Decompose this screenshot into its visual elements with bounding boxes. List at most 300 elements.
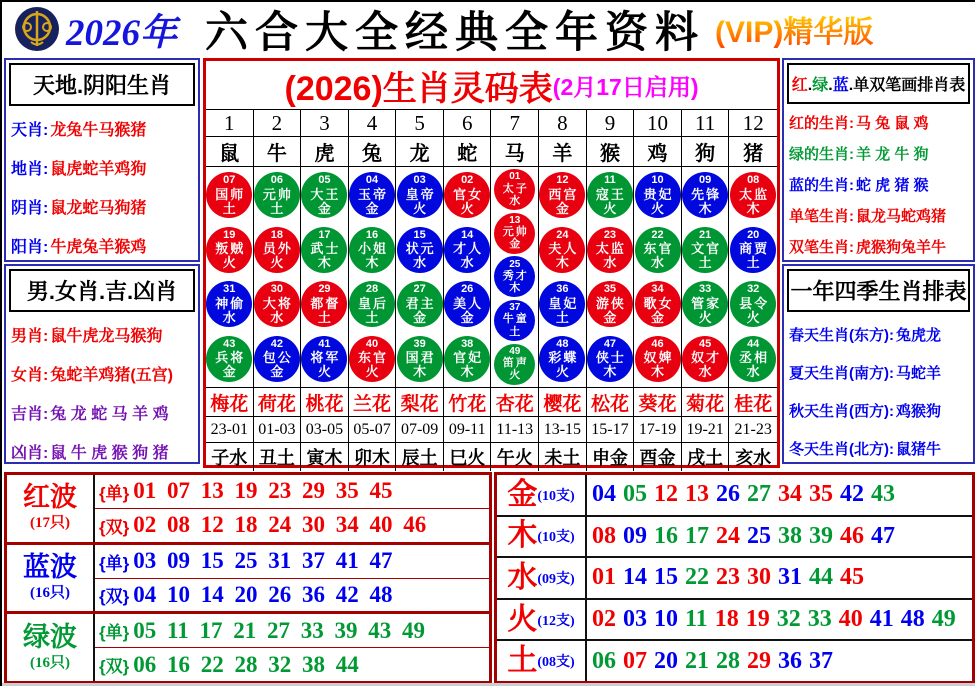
zodiac-name: 羊 (539, 137, 587, 166)
parity-label: {双} (99, 657, 130, 677)
element-numbers (587, 517, 972, 557)
attribute-value: 马蛇羊 (896, 364, 942, 382)
zodiac-ball (397, 227, 443, 273)
attribute-label: 红的生肖: (789, 115, 854, 132)
header (2, 2, 975, 56)
hour-range: 01-03 (254, 417, 302, 442)
vip-badge: (VIP)精华版 (715, 7, 873, 51)
ball-title: 员外 (262, 241, 293, 257)
element-number: 05 (623, 481, 647, 508)
ball-title: 彩蝶 (548, 350, 579, 366)
ball-title: 皇帝 (405, 186, 436, 202)
branch-element: 巳火 (444, 443, 492, 471)
element-number: 01 (592, 564, 616, 591)
hours-row (206, 416, 777, 442)
zodiac-ball (494, 169, 535, 210)
element-label (497, 641, 587, 681)
ball-title: 国师 (215, 186, 246, 202)
ball-number: 27 (413, 283, 426, 296)
element-number: 29 (747, 647, 771, 674)
element-name: 土 (507, 644, 538, 678)
ball-title: 太子 (502, 182, 529, 195)
ball-title: 包公 (262, 350, 293, 366)
ball-grid (206, 166, 777, 387)
attribute-row (6, 148, 198, 187)
ball-title: 贵妃 (643, 186, 674, 202)
element-number: 34 (778, 481, 802, 508)
ball-number: 45 (698, 337, 712, 350)
ball-number: 39 (413, 337, 426, 350)
table-title (206, 61, 777, 109)
attribute-row (784, 138, 973, 169)
ball-title: 东官 (358, 350, 389, 366)
element-number: 39 (809, 522, 833, 549)
branch-element: 申金 (587, 443, 635, 471)
attribute-label: 地肖: (11, 161, 49, 178)
zodiac-ball (397, 172, 443, 218)
ball-element: 木 (460, 364, 474, 380)
zodiac-ball (349, 227, 395, 273)
element-number: 28 (716, 647, 740, 674)
ball-title: 玉帝 (358, 186, 389, 202)
ball-title: 皇后 (358, 295, 389, 311)
ball-element: 木 (603, 364, 617, 380)
zodiac-ball (730, 227, 776, 273)
zodiac-ball (206, 172, 252, 218)
wave-odd-row (95, 545, 489, 579)
ball-element: 木 (698, 200, 712, 216)
zodiac-name: 龙 (396, 137, 444, 166)
element-label (497, 600, 587, 640)
ball-element: 金 (365, 200, 379, 216)
zodiac-ball (587, 336, 633, 382)
page-title: 六合大全经典全年资料 (205, 8, 705, 57)
wave-numbers-panel (4, 472, 492, 684)
ball-element: 土 (270, 200, 284, 216)
element-numbers (587, 475, 972, 515)
wave-name: 蓝波 (23, 552, 77, 582)
element-number: 02 (592, 606, 616, 633)
element-number: 38 (778, 522, 802, 549)
element-number: 09 (623, 522, 647, 549)
ball-element: 金 (413, 309, 427, 325)
wave-even-row (95, 509, 489, 542)
branch-element: 未土 (539, 443, 587, 471)
element-count: (09支) (537, 571, 575, 587)
ball-element: 木 (555, 255, 569, 271)
ball-title: 状元 (405, 241, 436, 257)
ball-title: 武士 (310, 241, 341, 257)
zodiac-row (206, 136, 777, 166)
ball-number: 07 (223, 174, 236, 187)
column-number: 9 (587, 110, 635, 136)
ball-element: 木 (651, 364, 665, 380)
zodiac-name: 狗 (682, 137, 730, 166)
flower-name: 杏花 (491, 388, 539, 416)
ball-column (682, 167, 730, 387)
flower-name: 梨花 (396, 388, 444, 416)
wave-numbers: 01 07 13 19 23 29 35 45 (133, 478, 393, 504)
attribute-label: 女肖: (11, 367, 49, 384)
hour-range: 13-15 (539, 417, 587, 442)
flower-name: 桂花 (734, 393, 773, 415)
zodiac-name: 牛 (254, 137, 302, 166)
wave-count: (16只) (30, 654, 70, 671)
column-number: 7 (491, 110, 539, 136)
wave-label (7, 475, 95, 542)
ball-element: 土 (698, 255, 712, 271)
attribute-row (784, 429, 973, 467)
ball-element: 金 (270, 364, 284, 380)
zodiac-ball (682, 172, 728, 218)
hour-range: 23-01 (206, 417, 254, 442)
ball-number: 10 (651, 174, 664, 187)
hour-range: 19-21 (682, 417, 730, 442)
ball-element: 木 (413, 364, 427, 380)
attribute-value: 兔虎龙 (896, 326, 942, 344)
element-number: 27 (747, 481, 771, 508)
ball-title: 牛童 (502, 313, 529, 326)
attribute-value: 鸡猴狗 (896, 402, 942, 420)
zodiac-ball (444, 336, 490, 382)
ball-element: 木 (317, 255, 331, 271)
ball-number: 25 (509, 258, 521, 270)
zodiac-name: 鼠 (206, 137, 254, 166)
ball-element: 火 (651, 200, 665, 216)
element-group (497, 475, 972, 517)
ball-number: 35 (603, 283, 617, 296)
ball-column (396, 167, 444, 387)
zodiac-ball (494, 256, 535, 297)
ball-element: 火 (460, 200, 474, 216)
ball-element: 土 (365, 309, 379, 325)
flowers-row (206, 387, 777, 416)
ball-number: 34 (651, 283, 664, 296)
zodiac-ball (682, 281, 728, 327)
element-group (497, 558, 972, 600)
ball-title: 国君 (405, 350, 436, 366)
ball-element: 土 (222, 200, 236, 216)
attribute-row (6, 187, 198, 226)
year-label: 2026年 (66, 13, 177, 54)
ball-title: 神偷 (215, 295, 246, 311)
ball-element: 金 (460, 309, 474, 325)
parity-label: {单} (99, 623, 130, 643)
ball-title: 文官 (691, 241, 722, 257)
male-female-luck-panel (4, 264, 200, 464)
zodiac-ball (444, 172, 490, 218)
panel-title (787, 63, 970, 104)
element-number: 30 (747, 564, 771, 591)
zodiac-ball (349, 281, 395, 327)
zodiac-ball (587, 281, 633, 327)
branch-element: 午火 (491, 443, 539, 471)
zodiac-ball (587, 172, 633, 218)
element-number: 14 (623, 564, 647, 591)
element-number: 48 (900, 606, 925, 633)
element-number: 19 (745, 606, 770, 633)
ball-element: 金 (651, 309, 665, 325)
panel-rows (784, 107, 973, 262)
attribute-row (784, 200, 973, 231)
attribute-label: 夏天生肖(南方): (789, 364, 894, 382)
column-number: 6 (444, 110, 492, 136)
zodiac-ball (349, 172, 395, 218)
element-number: 11 (685, 606, 708, 633)
zodiac-ball (301, 227, 347, 273)
wave-group (7, 545, 489, 615)
attribute-row (784, 169, 973, 200)
zodiac-ball (494, 344, 535, 385)
hour-range: 03-05 (301, 417, 349, 442)
branch-element: 亥水 (735, 448, 772, 468)
zodiac-ball (682, 227, 728, 273)
ball-title: 都督 (310, 295, 341, 311)
attribute-value: 羊 龙 牛 狗 (856, 146, 929, 163)
ball-element: 金 (509, 238, 521, 251)
ball-element: 水 (509, 194, 521, 207)
ball-column (254, 167, 302, 387)
ball-column (729, 167, 777, 387)
wave-numbers: 06 16 22 28 32 38 44 (133, 651, 359, 677)
element-number: 07 (623, 647, 647, 674)
ball-number: 28 (365, 283, 379, 296)
wave-odd-row (95, 475, 489, 509)
element-number: 42 (840, 481, 864, 508)
ball-title: 将军 (310, 350, 341, 366)
element-number: 22 (685, 564, 709, 591)
element-number: 43 (871, 481, 895, 508)
ball-title: 笛声 (502, 357, 529, 370)
ball-number: 42 (270, 337, 283, 350)
wave-even-row (95, 648, 489, 681)
hour-range: 17-19 (634, 417, 682, 442)
attribute-label: 阴肖: (11, 200, 49, 217)
attribute-label: 凶肖: (11, 445, 49, 462)
ball-element: 金 (603, 309, 617, 325)
element-number: 31 (778, 564, 802, 591)
wave-rows (95, 614, 489, 681)
ball-title: 县令 (739, 295, 770, 311)
zodiac-ball (349, 336, 395, 382)
branch-element: 酉金 (634, 443, 682, 471)
ball-element: 火 (603, 200, 617, 216)
parity-label: {双} (99, 587, 130, 607)
zodiac-ball (301, 172, 347, 218)
element-number: 47 (871, 522, 895, 549)
wave-name: 绿波 (23, 621, 77, 652)
zodiac-ball (254, 281, 300, 327)
attribute-value: 牛虎兔羊猴鸡 (50, 239, 147, 256)
ball-number: 47 (603, 337, 617, 350)
column-number: 1 (206, 110, 254, 136)
zodiac-ball (635, 336, 681, 382)
hour-range: 07-09 (396, 417, 444, 442)
element-number: 36 (778, 647, 802, 674)
element-number: 37 (809, 647, 833, 674)
zodiac-ball (301, 281, 347, 327)
element-number: 32 (776, 606, 801, 633)
element-number: 08 (592, 522, 616, 549)
wave-even-row (95, 579, 489, 612)
panel-rows (6, 315, 198, 471)
attribute-value: 兔 龙 蛇 马 羊 鸡 (50, 406, 169, 423)
ball-number: 40 (365, 337, 379, 350)
element-number: 41 (869, 606, 894, 633)
ball-column (444, 167, 492, 387)
element-name: 水 (507, 560, 538, 594)
element-number: 33 (807, 606, 832, 633)
ball-element: 金 (222, 364, 236, 380)
ball-number: 49 (509, 345, 521, 357)
ball-column (539, 167, 587, 387)
ball-number: 46 (651, 337, 664, 350)
branch-element: 卯木 (349, 443, 397, 471)
element-number: 24 (716, 522, 740, 549)
attribute-row (784, 391, 973, 429)
element-number: 20 (654, 647, 678, 674)
element-number: 06 (592, 647, 616, 674)
element-number: 16 (654, 522, 678, 549)
hour-range: 09-11 (444, 417, 492, 442)
ball-title: 丞相 (739, 350, 770, 366)
attribute-label: 阳肖: (11, 239, 49, 256)
hour-range: 15-17 (587, 417, 635, 442)
zodiac-ball (397, 281, 443, 327)
attribute-label: 单笔生肖: (789, 208, 854, 225)
element-number: 15 (654, 564, 678, 591)
attribute-value: 蛇 虎 猪 猴 (856, 177, 929, 194)
zodiac-ball (539, 336, 585, 382)
element-numbers (587, 558, 972, 598)
attribute-row (784, 231, 973, 262)
ball-title: 夫人 (548, 241, 579, 257)
ball-column (587, 167, 635, 387)
ball-title: 大将 (262, 295, 293, 311)
ball-number: 29 (318, 283, 331, 296)
column-number: 12 (742, 110, 764, 135)
flower-name: 荷花 (254, 388, 302, 416)
title-part: 单双笔画排肖表 (853, 77, 966, 94)
hour-range: 11-13 (491, 417, 539, 442)
element-number: 35 (809, 481, 833, 508)
element-number: 10 (654, 606, 678, 633)
column-number: 4 (349, 110, 397, 136)
element-number: 04 (592, 481, 616, 508)
attribute-value: 鼠猪牛 (896, 440, 942, 458)
ball-element: 火 (413, 200, 427, 216)
ball-title: 东官 (643, 241, 674, 257)
hour-range: 21-23 (734, 420, 772, 438)
wave-numbers: 05 11 17 21 27 33 39 43 49 (133, 617, 425, 643)
zodiac-ball (635, 281, 681, 327)
attribute-value: 鼠龙蛇马狗猪 (50, 200, 147, 217)
ball-element: 水 (460, 255, 474, 271)
panel-title: 天地.阴阳生肖 (9, 63, 195, 106)
element-number: 46 (840, 522, 864, 549)
attribute-value: 鼠龙马蛇鸡猪 (856, 208, 947, 225)
wave-group (7, 475, 489, 545)
ball-column (301, 167, 349, 387)
attribute-value: 鼠虎蛇羊鸡狗 (50, 161, 147, 178)
panel-rows (784, 315, 973, 467)
sky-earth-yinyang-panel (4, 58, 200, 262)
element-number: 49 (931, 606, 956, 633)
zodiac-name: 虎 (301, 137, 349, 166)
zodiac-ball (730, 336, 776, 382)
ball-column (206, 167, 254, 387)
attribute-label: 天肖: (11, 122, 49, 139)
ball-number: 38 (461, 337, 474, 350)
element-label (497, 558, 587, 598)
ball-element: 木 (746, 200, 760, 216)
attribute-row (784, 315, 973, 353)
ball-title: 官妃 (453, 350, 484, 366)
wave-label (7, 545, 95, 612)
zodiac-name: 猪 (743, 143, 764, 165)
ball-element: 木 (509, 282, 521, 295)
parity-label: {单} (99, 483, 130, 503)
flower-name: 竹花 (444, 388, 492, 416)
zodiac-name: 猴 (587, 137, 635, 166)
ball-element: 土 (509, 325, 521, 338)
branch-element: 子水 (206, 443, 254, 471)
ball-number: 37 (509, 302, 521, 314)
zodiac-ball (254, 172, 300, 218)
zodiac-ball (730, 172, 776, 218)
ball-element: 金 (317, 200, 331, 216)
zodiac-ball (206, 281, 252, 327)
zodiac-ball (539, 172, 585, 218)
attribute-label: 吉肖: (11, 406, 49, 423)
column-number: 11 (682, 110, 730, 136)
attribute-label: 绿的生肖: (789, 146, 854, 163)
ball-title: 大王 (310, 186, 341, 202)
attribute-value: 兔蛇羊鸡猪(五宫) (50, 367, 174, 384)
ball-number: 22 (651, 228, 664, 241)
ball-title: 叛贼 (215, 241, 246, 257)
title-part: . (828, 77, 833, 94)
ball-title: 游侠 (595, 295, 626, 311)
ball-element: 火 (365, 364, 379, 380)
ball-title: 管家 (691, 295, 722, 311)
ball-element: 水 (222, 309, 236, 325)
attribute-value: 龙兔牛马猴猪 (50, 122, 147, 139)
attribute-label: 秋天生肖(西方): (789, 402, 894, 420)
zodiac-ball (635, 227, 681, 273)
table-title-main: (2026)生肖灵码表 (284, 69, 553, 108)
ball-title: 兵将 (215, 350, 246, 366)
title-part: 绿 (812, 77, 829, 94)
ball-element: 火 (270, 255, 284, 271)
parity-label: {双} (99, 517, 130, 537)
element-numbers (587, 641, 972, 681)
zodiac-ball (635, 172, 681, 218)
ball-number: 16 (365, 228, 379, 241)
attribute-label: 春天生肖(东方): (789, 326, 894, 344)
element-group (497, 517, 972, 559)
title-part: 蓝 (832, 77, 849, 94)
zodiac-ball (301, 336, 347, 382)
ball-column (491, 167, 539, 387)
ball-element: 水 (651, 255, 665, 271)
wave-rows (95, 545, 489, 612)
zodiac-name: 蛇 (444, 137, 492, 166)
parity-label: {单} (99, 553, 130, 573)
ball-number: 30 (270, 283, 283, 296)
ball-number: 48 (556, 337, 569, 350)
attribute-row (6, 393, 198, 432)
